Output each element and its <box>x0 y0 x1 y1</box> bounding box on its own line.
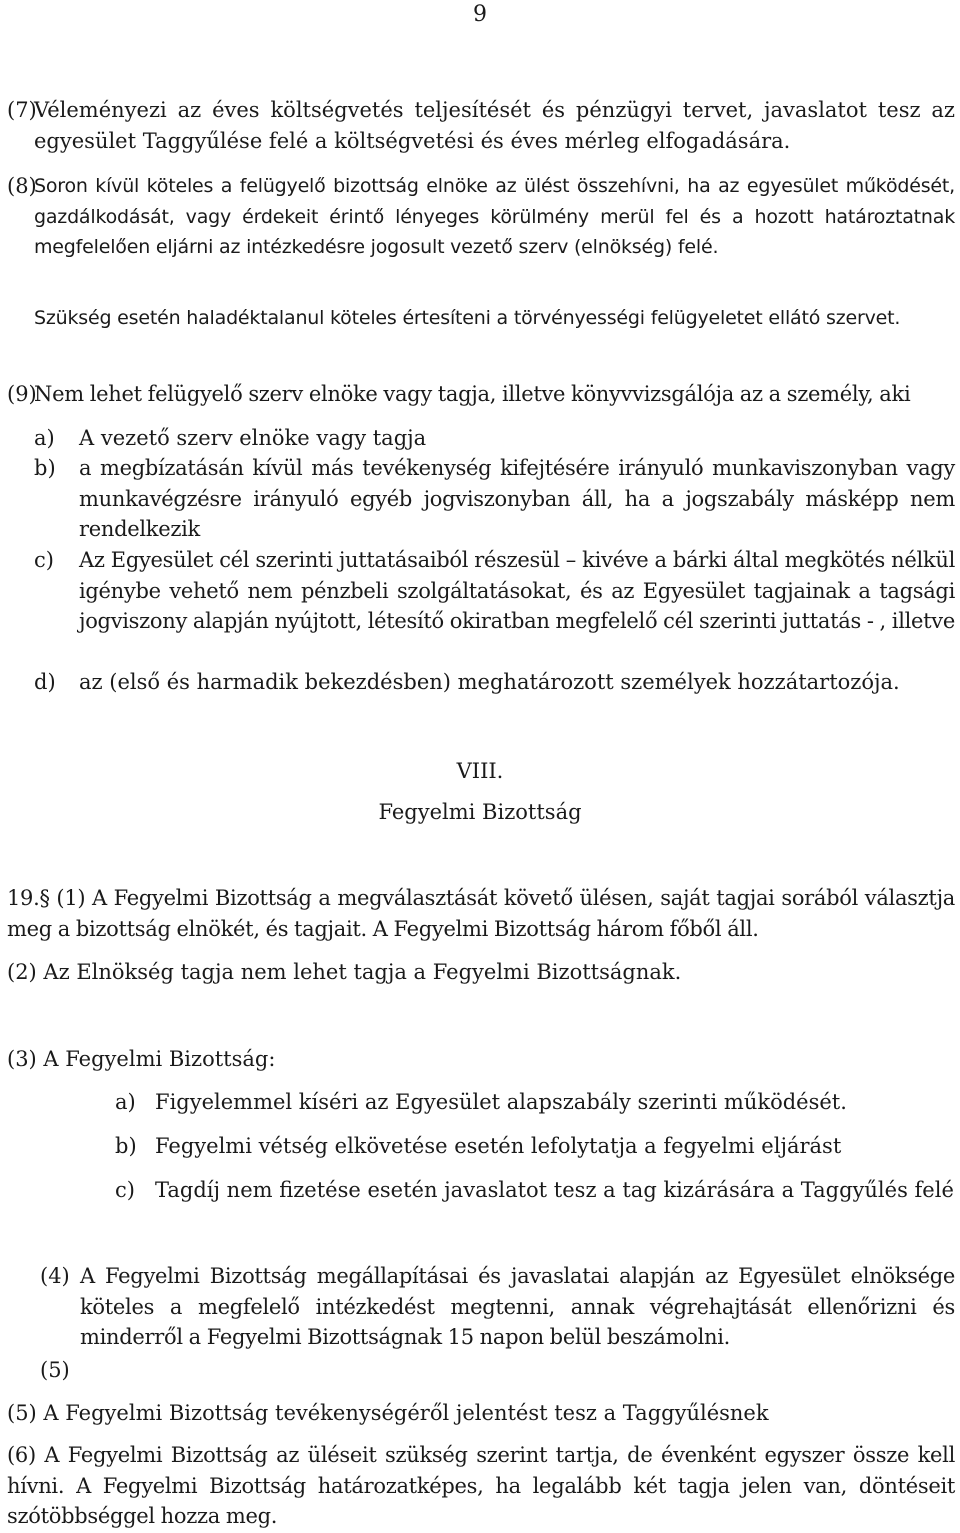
list-text: A vezető szerv elnöke vagy tagja <box>79 426 427 450</box>
paragraph-7 <box>7 95 955 156</box>
paragraph-text: Soron kívül köteles a felügyelő bizottság elnöke az ülést összehívni, ha az egyesület működését, gazdálkodását, vagy érdekeit érintő lényeges körülmény merül fel és a hozott határoztatnak megfelelően eljárni az intézkedésre jogosult vezető szerv (elnökség) felé. <box>34 175 955 258</box>
paragraph-8 <box>7 171 955 263</box>
paragraph-text: A Fegyelmi Bizottság megállapításai és javaslatai alapján az Egyesület elnöksége köteles a megfelelő intézkedést megtenni, annak végrehajtását ellenőrizni és minderről a Fegyelmi Bizottságnak 15 napon belül beszámolni. <box>80 1264 955 1349</box>
section-19-paragraph-2: (2) Az Elnökség tagja nem lehet tagja a Fegyelmi Bizottságnak. <box>7 960 682 984</box>
paragraph-number: (5) <box>40 1358 70 1382</box>
list-item-c <box>34 545 955 637</box>
list-text: Figyelemmel kíséri az Egyesület alapszabály szerinti működését. <box>155 1090 847 1114</box>
paragraph-number: (7) <box>7 98 37 122</box>
list-letter: c) <box>115 1178 135 1202</box>
list-item-d <box>34 667 955 698</box>
list-letter: a) <box>34 426 55 450</box>
list-text: a megbízatásán kívül más tevékenység kifejtésére irányuló munkaviszonyban vagy munkavégzésre irányuló egyéb jogviszonyban áll, ha a jogszabály másképp nem rendelkezik <box>79 456 955 541</box>
list-letter: a) <box>115 1090 136 1114</box>
list-text: az (első és harmadik bekezdésben) meghatározott személyek hozzátartozója. <box>79 670 900 694</box>
list-item-b <box>34 453 955 545</box>
section-19-paragraph-6: (6) A Fegyelmi Bizottság az üléseit szükség szerint tartja, de évenként egyszer össze kell hívni. A Fegyelmi Bizottság határozatképes, ha legalább két tagja jelen van, döntéseit szótöbbséggel hozza meg. <box>7 1443 955 1528</box>
section-19-paragraph-3: (3) A Fegyelmi Bizottság: <box>7 1047 276 1071</box>
list-item-a <box>34 423 955 454</box>
paragraph-8-continuation: Szükség esetén haladéktalanul köteles értesíteni a törvényességi felügyeletet ellátó szervet. <box>34 307 901 329</box>
paragraph-text: Nem lehet felügyelő szerv elnöke vagy tagja, illetve könyvvizsgálója az a személy, aki <box>34 382 911 406</box>
list-text: Fegyelmi vétség elkövetése esetén lefolytatja a fegyelmi eljárást <box>155 1134 842 1158</box>
list-letter: b) <box>115 1134 137 1158</box>
section-19-paragraph-4 <box>40 1261 955 1353</box>
list-letter: b) <box>34 456 56 480</box>
paragraph-9 <box>7 379 955 410</box>
paragraph-number: (4) <box>40 1264 70 1288</box>
page-number: 9 <box>473 2 487 27</box>
list-letter: c) <box>34 548 54 572</box>
section-19-paragraph-5: (5) A Fegyelmi Bizottság tevékenységéről jelentést tesz a Taggyűlésnek <box>7 1401 769 1425</box>
p3-item-b <box>115 1131 955 1162</box>
list-text: Az Egyesület cél szerinti juttatásaiból részesül – kivéve a bárki által megkötés nélkül igénybe vehető nem pénzbeli szolgáltatásokat, és az Egyesület tagjainak a tagsági jogviszony alapján nyújtott, létesítő okiratban megfelelő cél szerinti juttatás - , illetve <box>79 548 955 633</box>
paragraph-number: (9) <box>7 382 37 406</box>
p3-item-a <box>115 1087 955 1118</box>
section-19-paragraph-1: 19.§ (1) A Fegyelmi Bizottság a megválasztását követő ülésen, saját tagjai sorából választja meg a bizottság elnökét, és tagjait. A Fegyelmi Bizottság három főből áll. <box>7 886 955 941</box>
list-letter: d) <box>34 670 56 694</box>
chapter-title: Fegyelmi Bizottság <box>378 800 582 824</box>
chapter-number: VIII. <box>456 759 504 783</box>
p3-item-c <box>115 1175 955 1206</box>
paragraph-number: (8) <box>7 174 37 198</box>
list-text: Tagdíj nem fizetése esetén javaslatot tesz a tag kizárására a Taggyűlés felé <box>155 1178 954 1202</box>
paragraph-text: Véleményezi az éves költségvetés teljesítését és pénzügyi tervet, javaslatot tesz az egyesület Taggyűlése felé a költségvetési és éves mérleg elfogadására. <box>34 98 955 153</box>
